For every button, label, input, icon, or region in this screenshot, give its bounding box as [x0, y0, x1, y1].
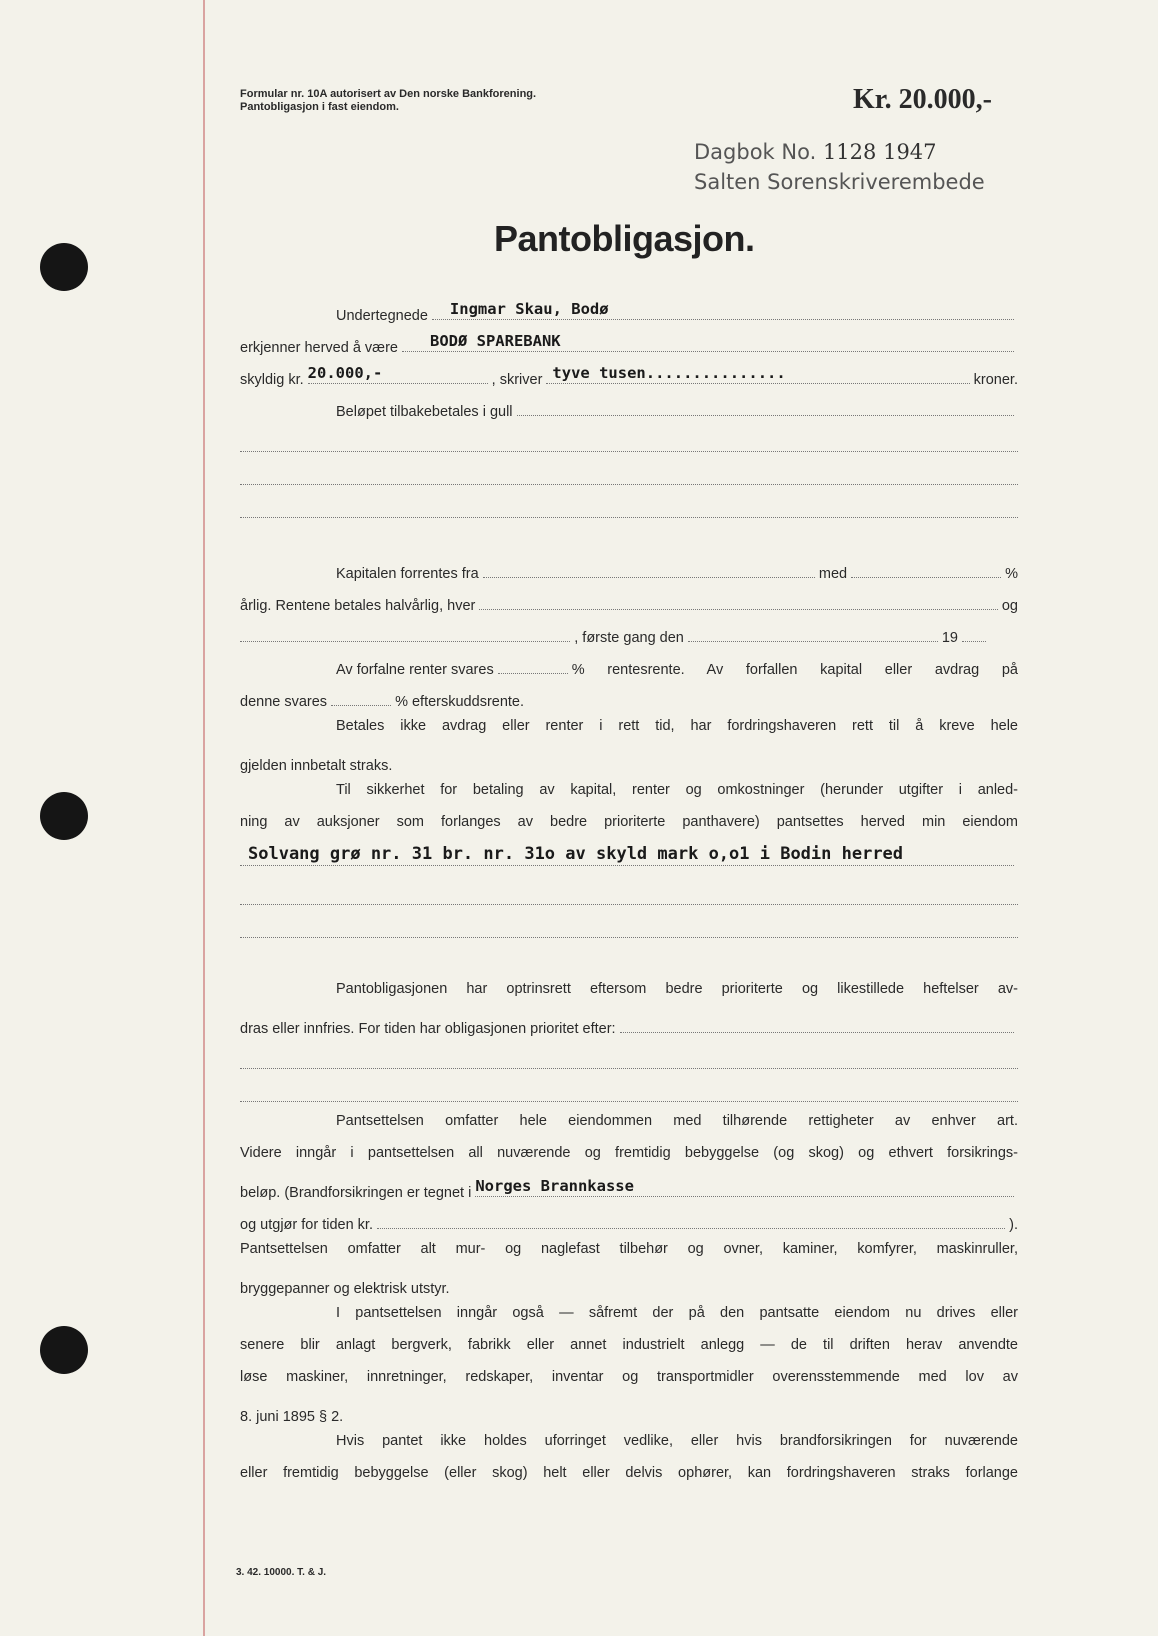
forste-label: , første gang den	[574, 630, 684, 646]
skyldig-row	[240, 364, 1018, 388]
percent-sign: %	[1005, 566, 1018, 582]
insurance-field	[475, 1177, 1014, 1197]
skriver-field	[546, 364, 969, 384]
erkjenner-field	[402, 332, 1014, 352]
kapitalen-label: Kapitalen forrentes fra	[336, 566, 479, 582]
form-note-line2: Pantobligasjon i fast eiendom.	[240, 101, 399, 113]
belopet-row	[336, 396, 1018, 420]
utgjor-close: ).	[1009, 1217, 1018, 1233]
forste-row	[240, 622, 990, 646]
dagbok-stamp	[694, 140, 937, 164]
paragraph-line: 8. juni 1895 § 2.	[240, 1409, 344, 1425]
paragraph-line: eller fremtidig bebyggelse (eller skog) helt eller delvis ophører, kan fordringshaveren straks forlange	[240, 1465, 1018, 1481]
paragraph-line: Pantsettelsen omfatter alt mur- og naglefast tilbehør og ovner, kaminer, komfyrer, maskinruller,	[240, 1241, 1018, 1257]
belopet-field	[517, 414, 1014, 416]
erkjenner-label: erkjenner herved å være	[240, 340, 398, 356]
skyldig-field	[307, 364, 488, 384]
blank-line	[240, 1101, 1018, 1102]
punch-hole	[40, 1326, 88, 1374]
blank-line	[240, 937, 1018, 938]
rentesrente-field	[498, 672, 568, 674]
undertegnede-value: Ingmar Skau, Bodø	[449, 300, 609, 318]
skriver-value: tyve tusen...............	[552, 364, 786, 382]
margin-rule	[203, 0, 205, 1636]
property-field	[240, 844, 1014, 866]
dagbok-label: Dagbok No.	[694, 140, 817, 164]
paragraph-line: Betales ikke avdrag eller renter i rett tid, har fordringshaveren rett til å kreve hele	[336, 718, 1018, 734]
paragraph-line: Videre inngår i pantsettelsen all nuværende og fremtidig bebyggelse (og skog) og ethvert forsikrings-	[240, 1145, 1018, 1161]
undertegnede-field	[432, 300, 1014, 320]
belopet-label: Beløpet tilbakebetales i gull	[336, 404, 513, 420]
year-prefix: 19	[941, 630, 958, 646]
med-label: med	[818, 566, 848, 582]
efterskudd-field	[331, 704, 391, 706]
forste-date-field	[688, 640, 938, 642]
blank-line	[240, 1068, 1018, 1069]
utgjor-field	[377, 1227, 1005, 1229]
amount-heading: Kr. 20.000,-	[853, 84, 992, 115]
erkjenner-row	[240, 332, 1018, 356]
forfalne-text: % rentesrente. Av forfallen kapital eller avdrag på	[571, 662, 1018, 678]
year-field	[962, 640, 986, 642]
forfalne-label: Av forfalne renter svares	[336, 662, 494, 678]
dagbok-year: 1947	[883, 140, 937, 164]
undertegnede-row	[336, 300, 1018, 324]
forfalne-row	[336, 654, 1018, 678]
print-code: 3. 42. 10000. T. & J.	[236, 1567, 327, 1578]
paragraph-line: ning av auksjoner som forlanges av bedre prioriterte panthavere) pantsettes herved min eiendom	[240, 814, 1018, 830]
denne-row	[240, 686, 1018, 710]
paragraph-line: senere blir anlagt bergverk, fabrikk eller annet industrielt anlegg — de til driften herav anvendte	[240, 1337, 1018, 1353]
paragraph-line: Hvis pantet ikke holdes uforringet vedlike, eller hvis brandforsikringen for nuværende	[336, 1433, 1018, 1449]
prioritet-field	[620, 1031, 1014, 1033]
paragraph-line: bryggepanner og elektrisk utstyr.	[240, 1281, 450, 1297]
arlig-label: årlig. Rentene betales halvårlig, hver	[240, 598, 476, 614]
denne-text: % efterskuddsrente.	[395, 694, 525, 710]
dagbok-number: 1128	[822, 140, 877, 164]
document-title: Pantobligasjon.	[494, 218, 755, 259]
blank-line	[240, 484, 1018, 485]
skyldig-value: 20.000,-	[307, 364, 383, 382]
erkjenner-value: BODØ SPAREBANK	[429, 332, 561, 350]
utgjor-row	[240, 1209, 1018, 1233]
arlig-row	[240, 590, 1018, 614]
paragraph-line: I pantsettelsen inngår også — såfremt der på den pantsatte eiendom nu drives eller	[336, 1305, 1018, 1321]
utgjor-label: og utgjør for tiden kr.	[240, 1217, 373, 1233]
paragraph-line: løse maskiner, innretninger, redskaper, inventar og transportmidler overensstemmende med lov av	[240, 1369, 1018, 1385]
punch-hole	[40, 243, 88, 291]
insurance-value: Norges Brannkasse	[475, 1177, 634, 1195]
office-stamp: Salten Sorenskriverembede	[694, 170, 985, 194]
og-label: og	[1001, 598, 1018, 614]
skyldig-label: skyldig kr.	[240, 372, 304, 388]
paragraph-line: Pantobligasjonen har optrinsrett eftersom bedre prioriterte og likestillede heftelser av-	[336, 981, 1018, 997]
prioritet-row	[240, 1013, 1018, 1037]
paragraph-line: Til sikkerhet for betaling av kapital, renter og omkostninger (herunder utgifter i anled-	[336, 782, 1018, 798]
form-note-line1: Formular nr. 10A autorisert av Den norske Bankforening.	[240, 88, 537, 100]
blank-line	[240, 451, 1018, 452]
punch-hole	[40, 792, 88, 840]
paragraph-line: gjelden innbetalt straks.	[240, 758, 393, 774]
denne-label: denne svares	[240, 694, 328, 710]
blank-line	[240, 904, 1018, 905]
skriver-label: , skriver	[491, 372, 543, 388]
insurance-label: beløp. (Brandforsikringen er tegnet i	[240, 1185, 472, 1201]
property-value: Solvang grø nr. 31 br. nr. 31o av skyld mark o,o1 i Bodin herred	[248, 844, 904, 864]
undertegnede-label: Undertegnede	[336, 308, 428, 324]
prioritet-label: dras eller innfries. For tiden har obligasjonen prioritet efter:	[240, 1021, 616, 1037]
paragraph-line: Pantsettelsen omfatter hele eiendommen med tilhørende rettigheter av enhver art.	[336, 1113, 1018, 1129]
kroner-label: kroner.	[973, 372, 1018, 388]
blank-line	[240, 517, 1018, 518]
property-row	[240, 846, 1018, 870]
rate-field	[851, 576, 1001, 578]
forste-pre-field	[240, 640, 570, 642]
kapitalen-row	[336, 558, 1018, 582]
insurance-row	[240, 1177, 1018, 1201]
arlig-field	[479, 608, 998, 610]
kapitalen-field	[483, 576, 815, 578]
